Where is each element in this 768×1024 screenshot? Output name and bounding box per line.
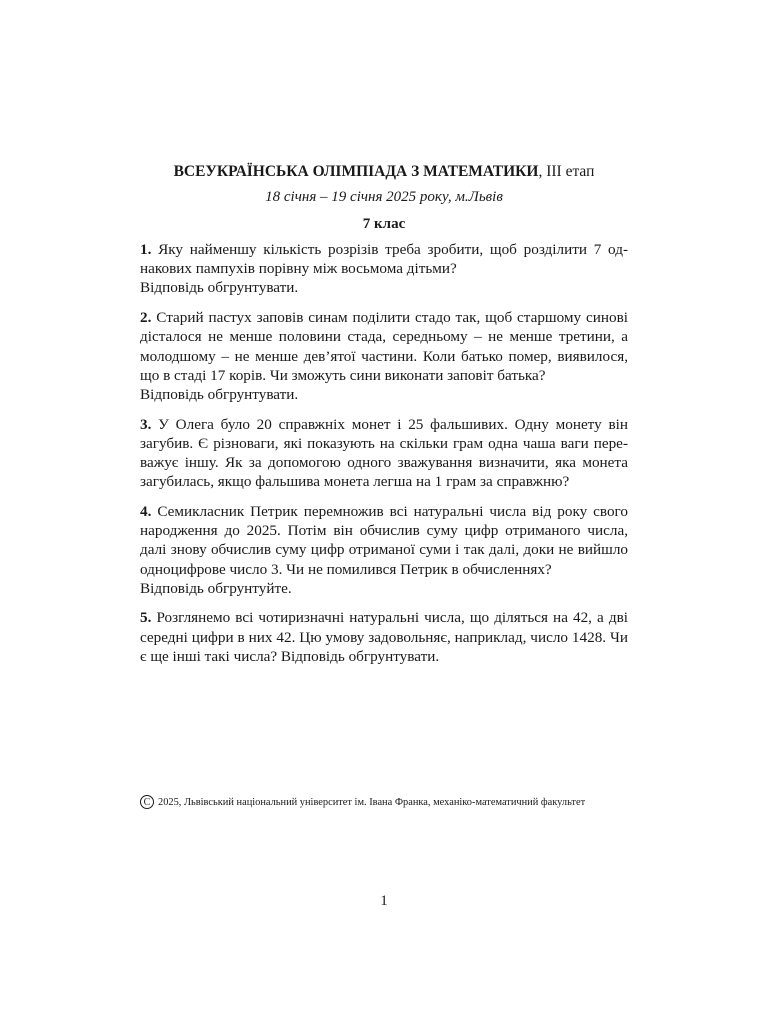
copyright-footer (140, 795, 628, 809)
problem-number: 5. (140, 609, 152, 627)
problem-4 (140, 502, 628, 598)
answer-note: Відповідь обгрунтуйте. (140, 579, 292, 597)
date-place: 18 січня – 19 січня 2025 року, м.Львів (265, 189, 503, 205)
problem-number: 4. (140, 502, 152, 520)
problem-text: Яку найменшу кількість розрізів треба зробити, щоб розділити 7 однакових пампухів порівну між восьмома дітьми? (140, 241, 628, 278)
problem-3 (140, 415, 628, 492)
copyright-icon: C (140, 795, 154, 809)
title-main: ВСЕУКРАЇНСЬКА ОЛІМПІАДА З МАТЕМАТИКИ (173, 163, 539, 180)
problem-2 (140, 308, 628, 404)
problem-number: 2. (140, 309, 152, 327)
problem-number: 1. (140, 241, 152, 258)
page-number: 1 (380, 893, 388, 909)
problem-1 (140, 240, 628, 298)
copyright-text: 2025, Львівський національний університет ім. Івана Франка, механіко-математичний факультет (158, 796, 586, 808)
problem-text: Семикласник Петрик перемножив всі натуральні числа від року свого народження до 2025. Потім він обчислив суму цифр отриманого числа, далі знову обчислив суму цифр отриманої суми і так далі, доки не вийшло одноцифрове число 3. Чи не помилився Петрик в обчисленнях? (140, 502, 628, 578)
problem-text: Старий пастух заповів синам поділити стадо так, щоб старшому синові дісталося не менше половини стада, середньому – не менше третини, а молодшому – не менше дев’ятої частини. Коли батько помер, виявилося, що в стаді 17 корів. Чи зможуть сини виконати заповіт батька? (140, 309, 628, 384)
document-page (140, 0, 628, 1024)
grade-heading: 7 клас (362, 216, 406, 232)
answer-note: Відповідь обгрунтувати. (140, 279, 299, 297)
problem-text: У Олега було 20 справжніх монет і 25 фальшивих. Одну монету він загубив. Є різноваги, які показують на скільки грам одна чаша ваги переважує іншу. Як за допомогою одного зважування визначити, яка монета загубилась, якщо фальшива монета легша на 1 грам за справжню? (140, 415, 628, 491)
problem-number: 3. (140, 415, 152, 433)
olympiad-title (140, 163, 628, 181)
problem-list (140, 240, 628, 677)
problem-text: Розглянемо всі чотиризначні натуральні числа, що діляться на 42, а дві середні цифри в них 42. Цю умову задовольняє, наприклад, число 1428. Чи є ще інші такі числа? Відповідь обгрунтувати. (140, 609, 628, 665)
answer-note: Відповідь обгрунтувати. (140, 385, 299, 403)
problem-5 (140, 608, 628, 666)
title-stage: , III етап (538, 163, 595, 180)
